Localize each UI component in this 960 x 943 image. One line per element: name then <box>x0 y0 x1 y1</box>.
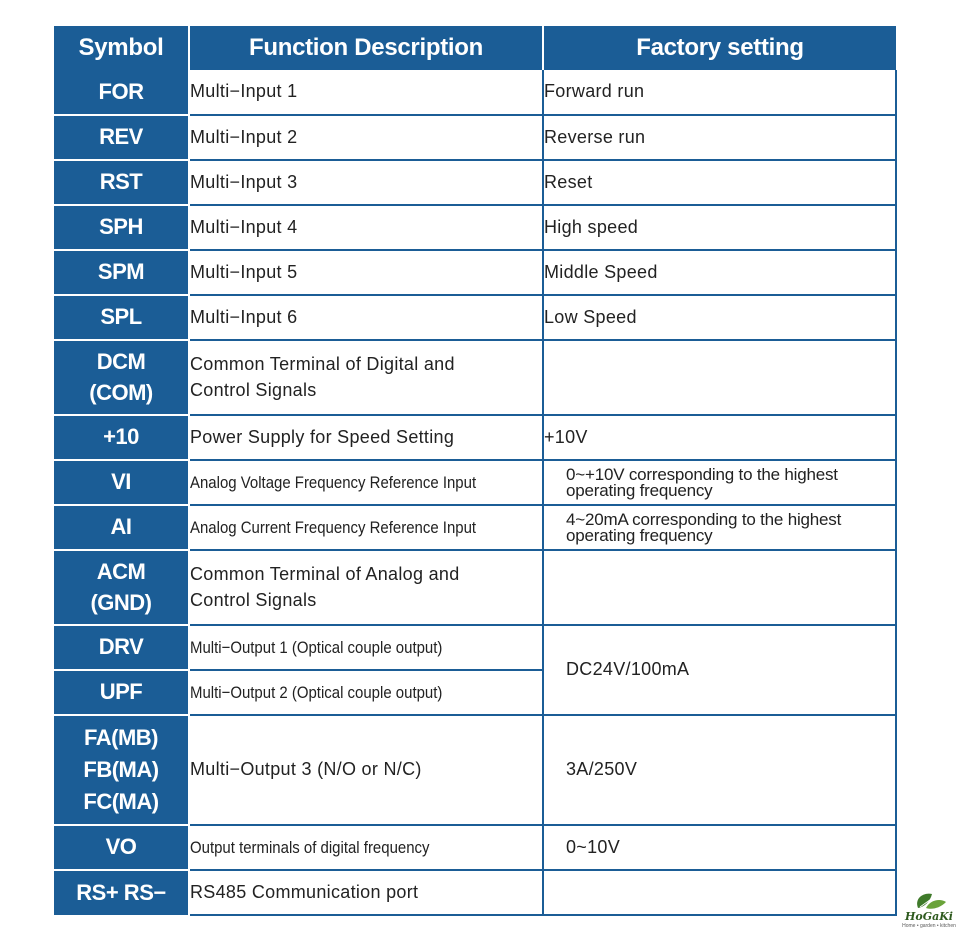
symbol-line: FC(MA) <box>83 788 159 814</box>
table-row <box>54 415 896 460</box>
table-row <box>54 550 896 625</box>
symbol-cell: SPH <box>54 205 189 250</box>
logo-tagline: Home • garden • kitchen <box>902 923 956 929</box>
symbol-cell: RST <box>54 160 189 205</box>
function-cell <box>189 670 543 715</box>
terminal-table <box>54 26 897 916</box>
table-row <box>54 160 896 205</box>
header-factory-setting: Factory setting <box>543 26 896 70</box>
table-row <box>54 295 896 340</box>
setting-line: 4~20mA corresponding to the highest <box>566 509 842 529</box>
setting-cell <box>543 505 896 550</box>
symbol-line: FA(MB) <box>84 725 158 751</box>
table-row <box>54 625 896 670</box>
table-header-row <box>54 26 896 70</box>
symbol-cell: UPF <box>54 670 189 715</box>
symbol-cell: FOR <box>54 70 189 115</box>
function-text: Multi−Output 2 (Optical couple output) <box>190 682 443 702</box>
function-cell: Multi−Input 5 <box>189 250 543 295</box>
function-text: Output terminals of digital frequency <box>190 837 430 857</box>
header-function-description: Function Description <box>189 26 543 70</box>
setting-cell <box>543 340 896 415</box>
function-cell: Multi−Input 4 <box>189 205 543 250</box>
symbol-line: (GND) <box>90 589 152 615</box>
function-text: Analog Current Frequency Reference Input <box>190 517 477 537</box>
setting-cell: Forward run <box>543 70 896 115</box>
setting-line: 0~+10V corresponding to the highest <box>566 464 838 484</box>
function-text: Multi−Output 1 (Optical couple output) <box>190 637 443 657</box>
function-line: Common Terminal of Analog and <box>190 564 460 585</box>
function-cell: Multi−Input 3 <box>189 160 543 205</box>
table-row <box>54 505 896 550</box>
function-text: Analog Voltage Frequency Reference Input <box>190 472 477 492</box>
symbol-cell: AI <box>54 505 189 550</box>
function-line: Common Terminal of Digital and <box>190 354 455 375</box>
function-cell: Multi−Input 1 <box>189 70 543 115</box>
logo-name: HoGaKi <box>905 910 953 923</box>
function-line: Control Signals <box>190 589 317 610</box>
setting-cell: Reset <box>543 160 896 205</box>
function-cell <box>189 505 543 550</box>
function-cell <box>189 825 543 870</box>
symbol-line: ACM <box>96 558 146 584</box>
symbol-cell: DRV <box>54 625 189 670</box>
table-row <box>54 205 896 250</box>
table-row <box>54 70 896 115</box>
setting-cell: Reverse run <box>543 115 896 160</box>
symbol-cell: SPM <box>54 250 189 295</box>
symbol-line: FB(MA) <box>83 757 159 783</box>
symbol-line: (COM) <box>89 379 153 405</box>
table-row <box>54 340 896 415</box>
setting-cell: 3A/250V <box>543 715 896 825</box>
header-symbol: Symbol <box>54 26 189 70</box>
symbol-cell: +10 <box>54 415 189 460</box>
symbol-cell <box>54 340 189 415</box>
function-cell: Multi−Output 3 (N/O or N/C) <box>189 715 543 825</box>
setting-cell: Low Speed <box>543 295 896 340</box>
symbol-cell: VO <box>54 825 189 870</box>
function-cell: RS485 Communication port <box>189 870 543 915</box>
setting-cell: 0~10V <box>543 825 896 870</box>
function-cell: Multi−Input 2 <box>189 115 543 160</box>
setting-cell: +10V <box>543 415 896 460</box>
table-row <box>54 870 896 915</box>
setting-cell: Middle Speed <box>543 250 896 295</box>
setting-cell <box>543 460 896 505</box>
table-row <box>54 460 896 505</box>
symbol-cell: VI <box>54 460 189 505</box>
setting-line: operating frequency <box>566 525 713 545</box>
function-cell <box>189 550 543 625</box>
setting-cell: DC24V/100mA <box>543 625 896 715</box>
symbol-cell: SPL <box>54 295 189 340</box>
table-row <box>54 115 896 160</box>
setting-line: operating frequency <box>566 480 713 500</box>
function-cell <box>189 460 543 505</box>
function-cell: Multi−Input 6 <box>189 295 543 340</box>
setting-cell <box>543 550 896 625</box>
symbol-cell <box>54 550 189 625</box>
symbol-line: DCM <box>96 348 146 374</box>
symbol-cell: REV <box>54 115 189 160</box>
function-line: Control Signals <box>190 379 317 400</box>
setting-cell: High speed <box>543 205 896 250</box>
function-cell <box>189 625 543 670</box>
setting-cell <box>543 870 896 915</box>
table-row <box>54 825 896 870</box>
symbol-cell: RS+ RS− <box>54 870 189 915</box>
table-row <box>54 715 896 825</box>
table-row <box>54 250 896 295</box>
function-cell: Power Supply for Speed Setting <box>189 415 543 460</box>
brand-logo <box>900 888 958 934</box>
symbol-cell <box>54 715 189 825</box>
leaf-icon <box>900 888 958 912</box>
function-cell <box>189 340 543 415</box>
